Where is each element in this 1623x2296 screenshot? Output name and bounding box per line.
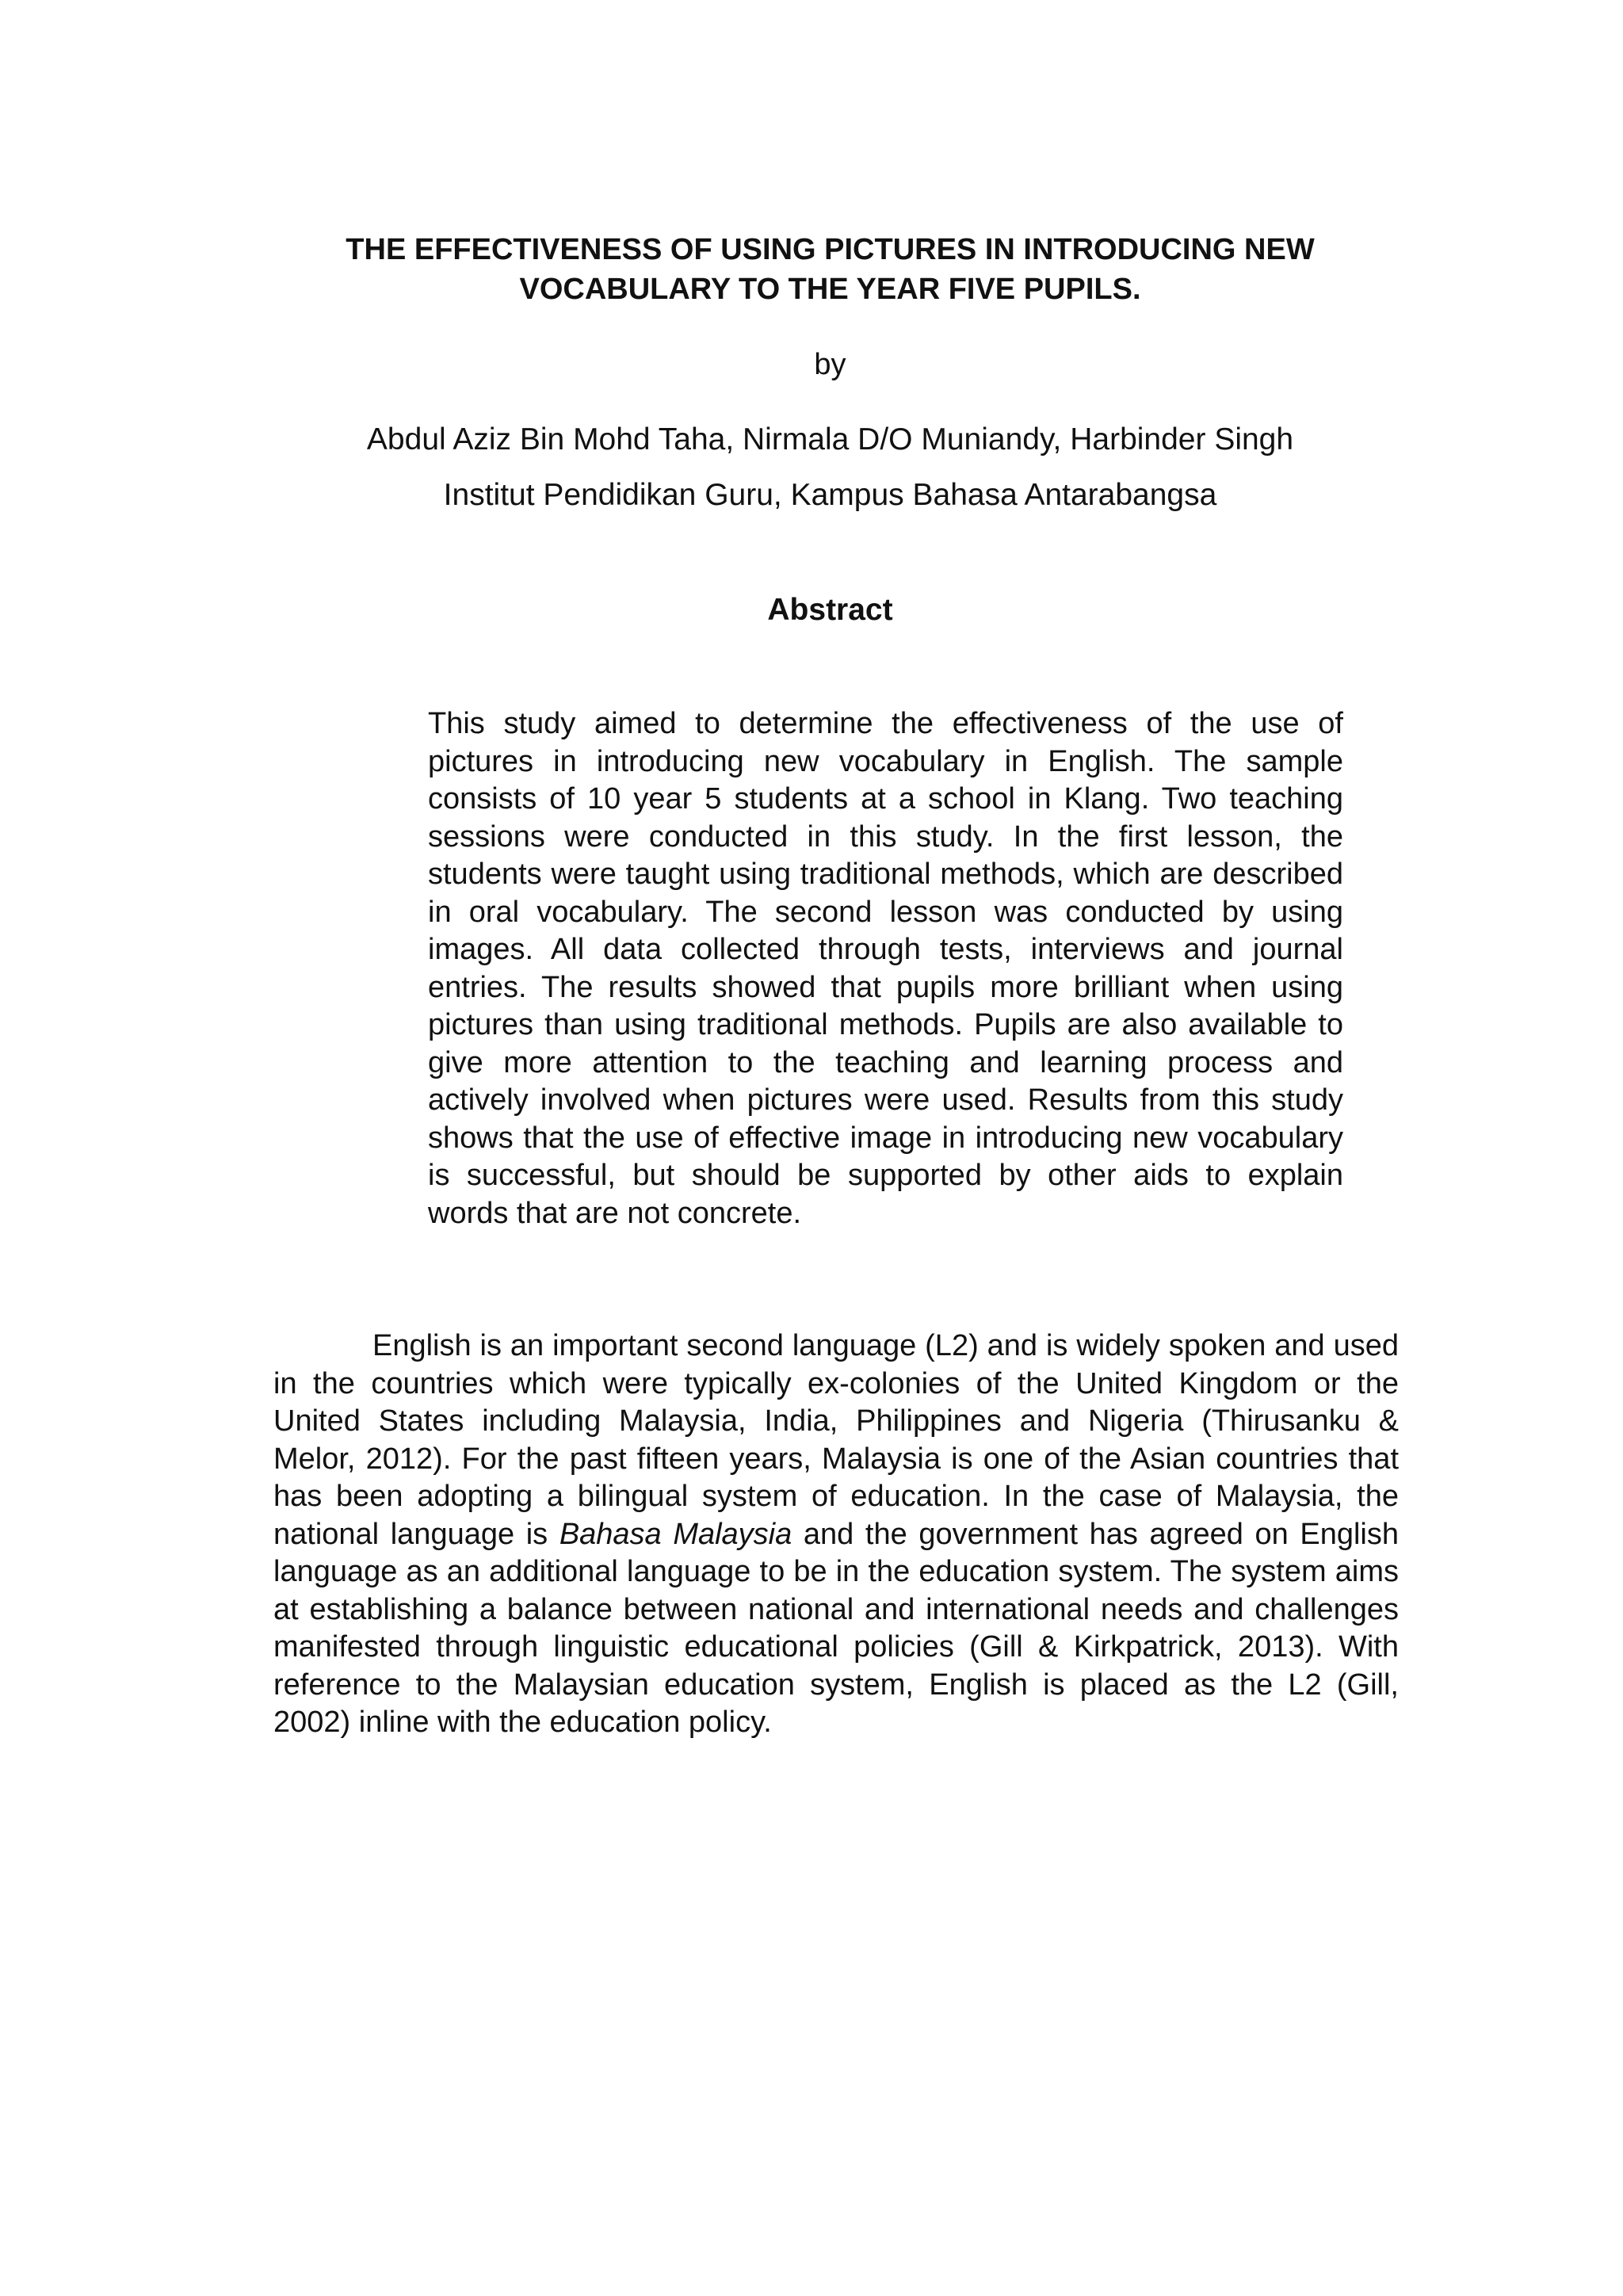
intro-text-part1: English is an important second language (L2) and is widely spoken and used in the countries which were typically ex-colonies of the United Kingdom or the United States including Malaysia, India, Philippines and Nigeria (Thirusanku & Melor, 2012). For the past fifteen years, Malaysia is one of the Asian countries that has been adopting a bilingual system of education. In the case of Malaysia, the national language is (273, 1329, 1399, 1551)
abstract-text: This study aimed to determine the effectiveness of the use of pictures in introducing new vocabulary in English. The sample consists of 10 year 5 students at a school in Klang. Two teaching sessions were conducted in this study. In the first lesson, the students were taught using traditional methods, which are described in oral vocabulary. The second lesson was conducted by using images. All data collected through tests, interviews and journal entries. The results showed that pupils more brilliant when using pictures than using traditional methods. Pupils are also available to give more attention to the teaching and learning process and actively involved when pictures were used. Results from this study shows that the use of effective image in introducing new vocabulary is successful, but should be supported by other aids to explain words that are not concrete. (428, 707, 1343, 1230)
byline: by (814, 348, 846, 381)
author-list: Abdul Aziz Bin Mohd Taha, Nirmala D/O Muniandy, Harbinder Singh (366, 422, 1294, 457)
abstract-heading: Abstract (767, 593, 893, 627)
author-affiliation: Institut Pendidikan Guru, Kampus Bahasa Antarabangsa (443, 478, 1217, 512)
intro-paragraph (273, 1328, 1399, 1742)
italic-term: Bahasa Malaysia (559, 1517, 792, 1551)
intro-text-part2: and the government has agreed on English language as an additional language to be in the education system. The system aims at establishing a balance between national and international needs and challenges manifested through linguistic educational policies (Gill & Kirkpatrick, 2013). With reference to the Malaysian education system, English is placed as the L2 (Gill, 2002) inline with the education policy. (273, 1517, 1399, 1739)
paper-title: THE EFFECTIVENESS OF USING PICTURES IN INTRODUCING NEW VOCABULARY TO THE YEAR FIVE PUPILS. (346, 233, 1315, 306)
